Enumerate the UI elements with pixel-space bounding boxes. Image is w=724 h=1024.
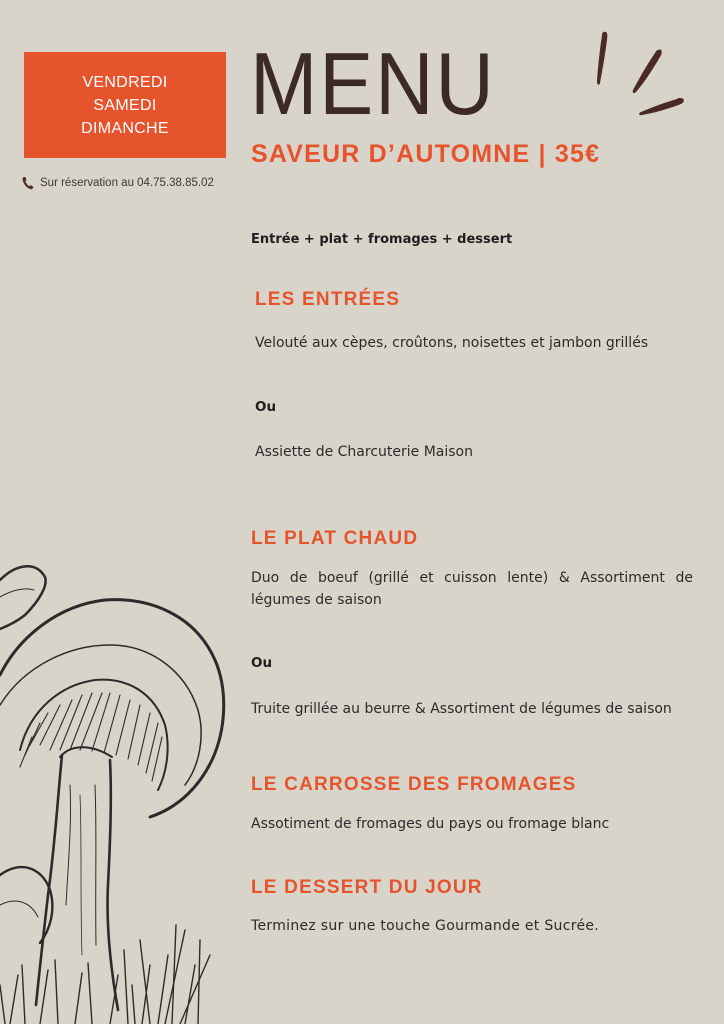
phone-icon bbox=[22, 176, 34, 190]
reservation-text: Sur réservation au 04.75.38.85.02 bbox=[40, 177, 214, 189]
dessert-text: Terminez sur une touche Gourmande et Sucrée. bbox=[251, 918, 600, 934]
spark-strokes-icon bbox=[592, 28, 692, 124]
entree-separator: Ou bbox=[255, 399, 277, 415]
menu-formula: Entrée + plat + fromages + dessert bbox=[251, 232, 513, 247]
heading-entrees: LES ENTRÉES bbox=[255, 289, 401, 310]
menu-subtitle: SAVEUR D’AUTOMNE | 35€ bbox=[251, 140, 601, 168]
plat-separator: Ou bbox=[251, 655, 273, 671]
day-friday: VENDREDI bbox=[82, 73, 168, 91]
entree-option-2: Assiette de Charcuterie Maison bbox=[255, 444, 473, 460]
fromages-text: Assotiment de fromages du pays ou fromage blanc bbox=[251, 816, 610, 832]
heading-dessert: LE DESSERT DU JOUR bbox=[251, 877, 483, 898]
days-box bbox=[24, 52, 226, 158]
plat-option-1: Duo de boeuf (grillé et cuisson lente) & Assortiment de légumes de saison bbox=[251, 570, 693, 608]
mushroom-illustration-icon bbox=[0, 545, 240, 1024]
page-title: MENU bbox=[250, 34, 496, 133]
day-sunday: DIMANCHE bbox=[81, 119, 169, 137]
reservation-line bbox=[22, 176, 214, 190]
plat-option-2: Truite grillée au beurre & Assortiment de légumes de saison bbox=[251, 701, 672, 717]
entree-option-1: Velouté aux cèpes, croûtons, noisettes et jambon grillés bbox=[255, 335, 649, 351]
heading-fromages: LE CARROSSE DES FROMAGES bbox=[251, 774, 577, 795]
day-saturday: SAMEDI bbox=[93, 96, 157, 114]
heading-plat: LE PLAT CHAUD bbox=[251, 528, 419, 549]
